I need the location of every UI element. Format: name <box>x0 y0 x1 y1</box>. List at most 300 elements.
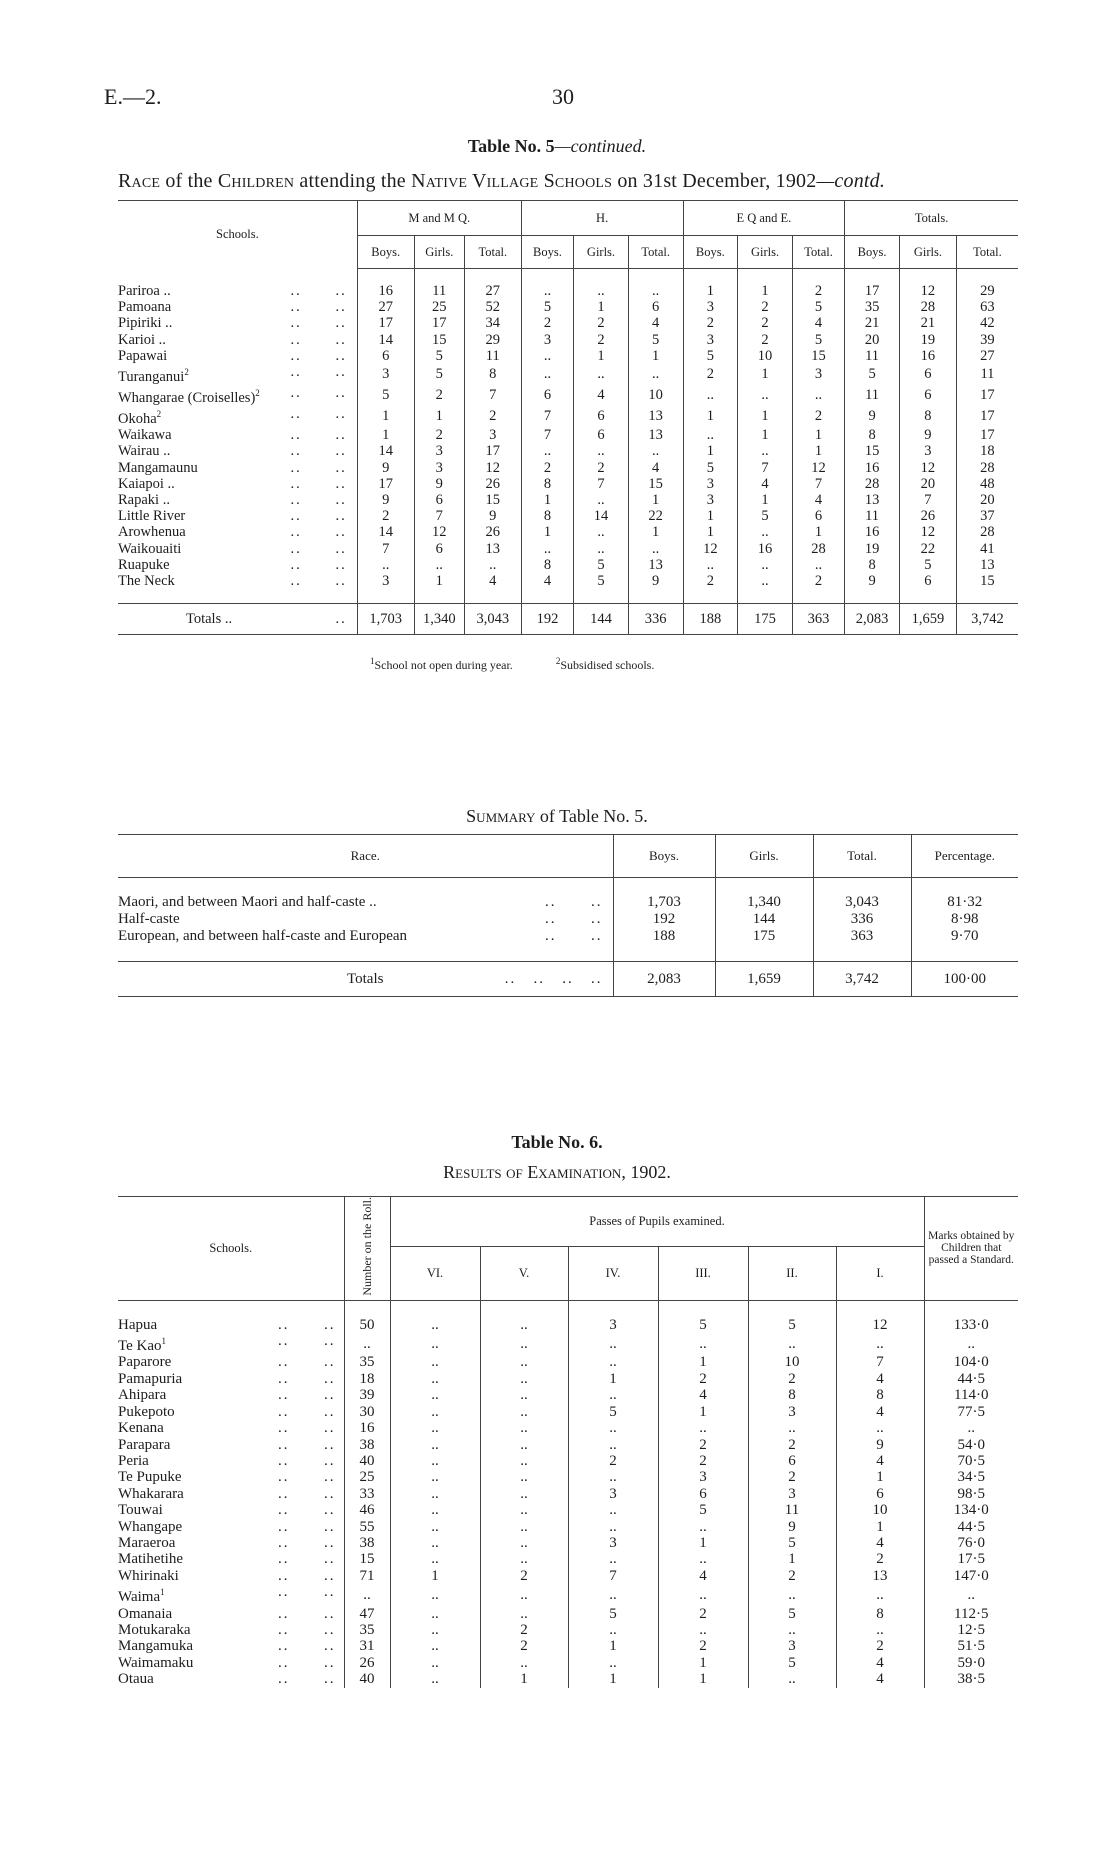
school-name: Okoha$^2$ .. .. <box>118 406 347 427</box>
table-cell: 48 <box>956 476 1018 492</box>
table-cell: 4 <box>836 1535 924 1551</box>
table-cell: .. <box>738 524 793 540</box>
table-cell: .. <box>568 1420 658 1436</box>
table-cell: 1 <box>738 492 793 508</box>
table-cell: 3 <box>568 1317 658 1333</box>
table-cell: 15 <box>845 443 900 459</box>
table-cell: 21 <box>899 315 956 331</box>
table-row <box>118 443 1018 459</box>
table-cell: 6 <box>792 508 844 524</box>
table-cell: 28 <box>899 299 956 315</box>
table-cell: 5 <box>683 348 738 364</box>
table-cell: 1 <box>836 1469 924 1485</box>
table-cell: 5 <box>748 1655 836 1671</box>
col-schools: Schools. <box>216 227 259 242</box>
table-cell: .. <box>390 1387 480 1403</box>
table-cell: .. <box>480 1535 568 1551</box>
table6 <box>118 1196 1018 1688</box>
table-cell: 14 <box>357 332 414 348</box>
table-row <box>118 1671 1018 1687</box>
table-cell: 3 <box>683 299 738 315</box>
table-cell: 2 <box>414 427 464 443</box>
table-cell: 17 <box>464 443 521 459</box>
table-cell: 19 <box>845 541 900 557</box>
table-cell: 2 <box>792 406 844 427</box>
table-cell: 12·5 <box>924 1622 1018 1638</box>
table-cell: 7 <box>792 476 844 492</box>
table-cell: 27 <box>357 299 414 315</box>
table-row <box>118 1354 1018 1370</box>
table-row <box>118 283 1018 299</box>
table-cell: 9 <box>464 508 521 524</box>
table-cell: 17 <box>357 315 414 331</box>
table-cell: 9 <box>357 492 414 508</box>
table-cell: 13 <box>845 492 900 508</box>
total-cell: 3,742 <box>956 604 1018 635</box>
table-row <box>118 1486 1018 1502</box>
table-cell: 2 <box>480 1622 568 1638</box>
table-cell: 1 <box>414 406 464 427</box>
table-cell: 1 <box>628 524 683 540</box>
table-cell: 1 <box>658 1354 748 1370</box>
table-cell: 5 <box>658 1502 748 1518</box>
table-cell: 7 <box>521 427 573 443</box>
table-cell: 4 <box>521 573 573 589</box>
table-cell: 2 <box>748 1437 836 1453</box>
table-cell: 16 <box>738 541 793 557</box>
table-cell: 17 <box>956 406 1018 427</box>
table-cell: 4 <box>836 1655 924 1671</box>
table-cell: 336 <box>813 911 911 928</box>
table-cell: 16 <box>845 460 900 476</box>
table-cell: .. <box>390 1535 480 1551</box>
table-cell: 5 <box>574 573 629 589</box>
table-cell: .. <box>480 1437 568 1453</box>
table-cell: 5 <box>414 348 464 364</box>
table-row <box>118 541 1018 557</box>
school-name: The Neck .. .. <box>118 572 347 589</box>
table-cell: 13 <box>628 557 683 573</box>
total-cell: 363 <box>792 604 844 635</box>
total-cell: 100·00 <box>911 962 1018 997</box>
table-cell: 4 <box>836 1453 924 1469</box>
group-h: H. <box>521 201 683 236</box>
table-cell: 18 <box>344 1371 390 1387</box>
table-cell: 3 <box>414 460 464 476</box>
table-cell: 2 <box>521 460 573 476</box>
table-cell: 6 <box>899 364 956 385</box>
col-percentage: Percentage. <box>911 835 1018 878</box>
table-cell: 133·0 <box>924 1317 1018 1333</box>
school-name: Pipiriki .. .. .. <box>118 315 347 332</box>
table-cell: 2 <box>792 283 844 299</box>
table-cell: 20 <box>899 476 956 492</box>
table-cell: 8·98 <box>911 911 1018 928</box>
table-cell: 4 <box>658 1387 748 1403</box>
table-cell: 7 <box>357 541 414 557</box>
table-cell: 35 <box>344 1354 390 1370</box>
school-name: Kaiapoi .. .. .. <box>118 475 347 492</box>
table-cell: 25 <box>414 299 464 315</box>
school-name: Mangamaunu .. .. <box>118 459 347 476</box>
table-cell: 4 <box>658 1568 748 1584</box>
table-cell: 1 <box>568 1638 658 1654</box>
table-cell: 8 <box>845 427 900 443</box>
table-cell: 5 <box>568 1404 658 1420</box>
table-cell: 2 <box>357 508 414 524</box>
table-cell: .. <box>390 1551 480 1567</box>
table-cell: .. <box>480 1486 568 1502</box>
table-cell: .. <box>568 1387 658 1403</box>
table-cell: .. <box>568 1519 658 1535</box>
table-cell: 5 <box>568 1606 658 1622</box>
table-cell: 15 <box>344 1551 390 1567</box>
table-cell: .. <box>574 492 629 508</box>
table-cell: 3,043 <box>813 894 911 911</box>
table-cell: .. <box>574 524 629 540</box>
school-name: Otaua .. .. <box>118 1671 336 1688</box>
table-cell: 3 <box>792 364 844 385</box>
table-row <box>118 1502 1018 1518</box>
table-cell: 4 <box>836 1404 924 1420</box>
table-cell: 31 <box>344 1638 390 1654</box>
table-cell: 4 <box>836 1671 924 1687</box>
table-cell: 1 <box>414 573 464 589</box>
table-cell: 2 <box>414 385 464 406</box>
school-name: Papawai .. .. <box>118 347 347 364</box>
table-cell: .. <box>521 348 573 364</box>
col-std-iv: IV. <box>568 1247 658 1300</box>
table-cell: 11 <box>845 385 900 406</box>
table-cell: .. <box>390 1655 480 1671</box>
col-boys: Boys. <box>521 236 573 269</box>
table-cell: 3 <box>357 364 414 385</box>
table-cell: 12 <box>464 460 521 476</box>
table-row <box>118 1606 1018 1622</box>
table-cell: 3 <box>748 1638 836 1654</box>
table6-body <box>118 1300 1018 1687</box>
table-cell: .. <box>658 1622 748 1638</box>
table-cell: 7 <box>568 1568 658 1584</box>
table-cell: 8 <box>836 1606 924 1622</box>
school-name: Waimamaku .. .. <box>118 1654 336 1671</box>
table-cell: .. <box>390 1333 480 1354</box>
school-name: Arowhenua .. .. <box>118 524 347 541</box>
table-cell: 13 <box>628 406 683 427</box>
table-cell: .. <box>480 1333 568 1354</box>
col-boys: Boys. <box>613 835 715 878</box>
table-cell: 13 <box>628 427 683 443</box>
group-eq-e: E Q and E. <box>683 201 845 236</box>
table-cell: 3 <box>658 1469 748 1485</box>
table-cell: .. <box>836 1420 924 1436</box>
table-cell: 46 <box>344 1502 390 1518</box>
table-cell: .. <box>480 1519 568 1535</box>
table-cell: 39 <box>344 1387 390 1403</box>
col-total: Total. <box>813 835 911 878</box>
school-name: Ruapuke .. .. <box>118 556 347 573</box>
table-cell: 8 <box>899 406 956 427</box>
table-cell: 2 <box>464 406 521 427</box>
table-cell: .. <box>574 364 629 385</box>
table-cell: 26 <box>464 524 521 540</box>
table-cell: .. <box>390 1354 480 1370</box>
table-cell: 2 <box>574 460 629 476</box>
table-cell: 1 <box>357 406 414 427</box>
table-cell: 77·5 <box>924 1404 1018 1420</box>
table-cell: 9 <box>845 573 900 589</box>
table-cell: 1 <box>658 1671 748 1687</box>
table-row <box>118 1469 1018 1485</box>
table-cell: .. <box>344 1584 390 1605</box>
table-cell: 70·5 <box>924 1453 1018 1469</box>
table-cell: .. <box>683 385 738 406</box>
table-cell: 6 <box>574 427 629 443</box>
school-name: Wairau .. .. .. <box>118 443 347 460</box>
table-cell: 2 <box>480 1568 568 1584</box>
table-cell: 38·5 <box>924 1671 1018 1687</box>
table-row <box>118 1371 1018 1387</box>
table-cell: .. <box>521 364 573 385</box>
table-cell: .. <box>658 1333 748 1354</box>
table-cell: 4 <box>792 492 844 508</box>
table-cell: 2 <box>658 1437 748 1453</box>
table-cell: 1 <box>792 443 844 459</box>
table-cell: 1,703 <box>613 894 715 911</box>
table-cell: 5 <box>792 332 844 348</box>
total-cell: 3,742 <box>813 962 911 997</box>
table-row <box>118 1453 1018 1469</box>
table-row <box>118 1551 1018 1567</box>
table-cell: 10 <box>748 1354 836 1370</box>
table-cell: 1 <box>568 1671 658 1687</box>
table-cell: 5 <box>738 508 793 524</box>
table-cell: 8 <box>464 364 521 385</box>
table-cell: .. <box>390 1606 480 1622</box>
table-cell: .. <box>628 364 683 385</box>
school-name: Waikawa .. .. <box>118 427 347 444</box>
table-cell: .. <box>390 1469 480 1485</box>
table-row <box>118 427 1018 443</box>
school-name: Motukaraka .. .. <box>118 1621 336 1638</box>
table-cell: .. <box>748 1622 836 1638</box>
table-cell: 6 <box>658 1486 748 1502</box>
table-cell: 7 <box>464 385 521 406</box>
table-cell: 38 <box>344 1535 390 1551</box>
table-cell: .. <box>568 1622 658 1638</box>
table-cell: 11 <box>845 508 900 524</box>
school-name: Pamoana .. .. <box>118 299 347 316</box>
table-cell: 44·5 <box>924 1371 1018 1387</box>
table-row <box>118 1638 1018 1654</box>
table-cell: 3 <box>683 476 738 492</box>
table-cell: 27 <box>464 283 521 299</box>
table-cell: 1 <box>738 406 793 427</box>
total-cell: 175 <box>738 604 793 635</box>
table-cell: 3 <box>568 1535 658 1551</box>
table-cell: 5 <box>748 1606 836 1622</box>
table-cell: 1 <box>683 443 738 459</box>
table-cell: 1 <box>683 283 738 299</box>
table-cell: .. <box>480 1420 568 1436</box>
table-cell: 5 <box>792 299 844 315</box>
total-cell: 188 <box>683 604 738 635</box>
total-cell: 144 <box>574 604 629 635</box>
table-row <box>118 1622 1018 1638</box>
table-cell: 4 <box>464 573 521 589</box>
total-cell: 192 <box>521 604 573 635</box>
table-cell: 26 <box>464 476 521 492</box>
table-cell: 16 <box>899 348 956 364</box>
col-total: Total. <box>464 236 521 269</box>
table-cell: .. <box>480 1404 568 1420</box>
table-cell: 2 <box>574 315 629 331</box>
table-cell: 1 <box>748 1551 836 1567</box>
total-cell: 1,659 <box>715 962 813 997</box>
table-cell: 2 <box>574 332 629 348</box>
table-cell: 22 <box>628 508 683 524</box>
table-cell: 30 <box>344 1404 390 1420</box>
table-cell: 20 <box>956 492 1018 508</box>
table-row <box>118 928 1018 945</box>
table-cell: 1 <box>792 427 844 443</box>
table-cell: .. <box>390 1486 480 1502</box>
table5-title: Table No. 5—continued. <box>467 136 647 156</box>
table5-body <box>118 269 1018 590</box>
school-name: Touwai .. .. <box>118 1502 336 1519</box>
table-cell: 2 <box>836 1551 924 1567</box>
table-cell: .. <box>480 1469 568 1485</box>
table-cell: 12 <box>899 283 956 299</box>
table-cell: 3 <box>748 1404 836 1420</box>
table-cell: 9 <box>748 1519 836 1535</box>
table-cell: 1 <box>683 524 738 540</box>
table-cell: 4 <box>738 476 793 492</box>
total-cell: 336 <box>628 604 683 635</box>
school-name: Paparore .. .. <box>118 1354 336 1371</box>
table5 <box>118 200 1018 635</box>
table-cell: .. <box>658 1519 748 1535</box>
table-cell: 6 <box>521 385 573 406</box>
table-row <box>118 1655 1018 1671</box>
table-cell: .. <box>390 1519 480 1535</box>
table-row <box>118 1333 1018 1354</box>
table-cell: 104·0 <box>924 1354 1018 1370</box>
table-cell: .. <box>390 1317 480 1333</box>
table-row <box>118 524 1018 540</box>
table-cell: 15 <box>414 332 464 348</box>
school-name: Matihetihe .. .. <box>118 1551 336 1568</box>
table-cell: 3 <box>683 332 738 348</box>
table-cell: .. <box>390 1502 480 1518</box>
table-cell: 114·0 <box>924 1387 1018 1403</box>
school-name: Maraeroa .. .. <box>118 1534 336 1551</box>
table5-totals-row <box>118 604 1018 635</box>
table-cell: 28 <box>956 460 1018 476</box>
table-cell: 8 <box>748 1387 836 1403</box>
school-name: Parapara .. .. <box>118 1436 336 1453</box>
school-name: Kenana .. .. <box>118 1420 336 1437</box>
col-total: Total. <box>628 236 683 269</box>
table-cell: .. <box>658 1551 748 1567</box>
table-cell: 1 <box>568 1371 658 1387</box>
school-name: Te Kao$^1$ .. .. <box>118 1333 336 1355</box>
table-cell: 4 <box>574 385 629 406</box>
table-cell: 1 <box>574 348 629 364</box>
table-row <box>118 1437 1018 1453</box>
table-cell: .. <box>390 1453 480 1469</box>
table-cell: 5 <box>574 557 629 573</box>
table-cell: .. <box>480 1317 568 1333</box>
table-cell: 17 <box>357 476 414 492</box>
group-m-mq: M and M Q. <box>357 201 521 236</box>
table-cell: 7 <box>521 406 573 427</box>
table-cell: .. <box>568 1551 658 1567</box>
col-girls: Girls. <box>738 236 793 269</box>
table-cell: 1,340 <box>715 894 813 911</box>
table-cell: .. <box>574 541 629 557</box>
table-cell: 144 <box>715 911 813 928</box>
table-cell: 47 <box>344 1606 390 1622</box>
school-name: European, and between half-caste and European .. .. <box>118 928 603 944</box>
table-cell: 4 <box>792 315 844 331</box>
table-cell: 2 <box>748 1568 836 1584</box>
table-cell: .. <box>836 1333 924 1354</box>
table-cell: 3 <box>521 332 573 348</box>
table-cell: 1 <box>738 427 793 443</box>
table-cell: 10 <box>628 385 683 406</box>
total-cell: 2,083 <box>613 962 715 997</box>
table-cell: 6 <box>574 406 629 427</box>
col-std-vi: VI. <box>390 1247 480 1300</box>
table-cell: 19 <box>899 332 956 348</box>
table-cell: 26 <box>344 1655 390 1671</box>
table-cell: 5 <box>414 364 464 385</box>
table5-footnotes <box>370 656 694 673</box>
table-cell: 63 <box>956 299 1018 315</box>
table-cell: .. <box>574 283 629 299</box>
table-cell: 9 <box>836 1437 924 1453</box>
school-name: Waikouaiti .. .. <box>118 540 347 557</box>
table-cell: 1 <box>836 1519 924 1535</box>
table-cell: 6 <box>899 573 956 589</box>
table-cell: 5 <box>521 299 573 315</box>
school-name: Turanganui$^2$ .. .. <box>118 364 347 385</box>
table-cell: 14 <box>357 524 414 540</box>
table-cell: 6 <box>357 348 414 364</box>
table-row <box>118 476 1018 492</box>
table-row <box>118 348 1018 364</box>
table-cell: .. <box>521 283 573 299</box>
table-cell: 5 <box>658 1317 748 1333</box>
table-cell: 10 <box>738 348 793 364</box>
table-cell: 2 <box>658 1638 748 1654</box>
table-cell: 9 <box>899 427 956 443</box>
table6-subtitle: Results of Examination, 1902. <box>443 1162 671 1182</box>
table-cell: .. <box>568 1437 658 1453</box>
table-cell: 5 <box>748 1317 836 1333</box>
table-row <box>118 557 1018 573</box>
table-cell: 12 <box>414 524 464 540</box>
table-cell: .. <box>464 557 521 573</box>
table-cell: 5 <box>845 364 900 385</box>
table-cell: 13 <box>836 1568 924 1584</box>
table-cell: .. <box>568 1655 658 1671</box>
total-cell: 1,340 <box>414 604 464 635</box>
table-row <box>118 385 1018 406</box>
table-cell: 22 <box>899 541 956 557</box>
table-cell: 5 <box>628 332 683 348</box>
